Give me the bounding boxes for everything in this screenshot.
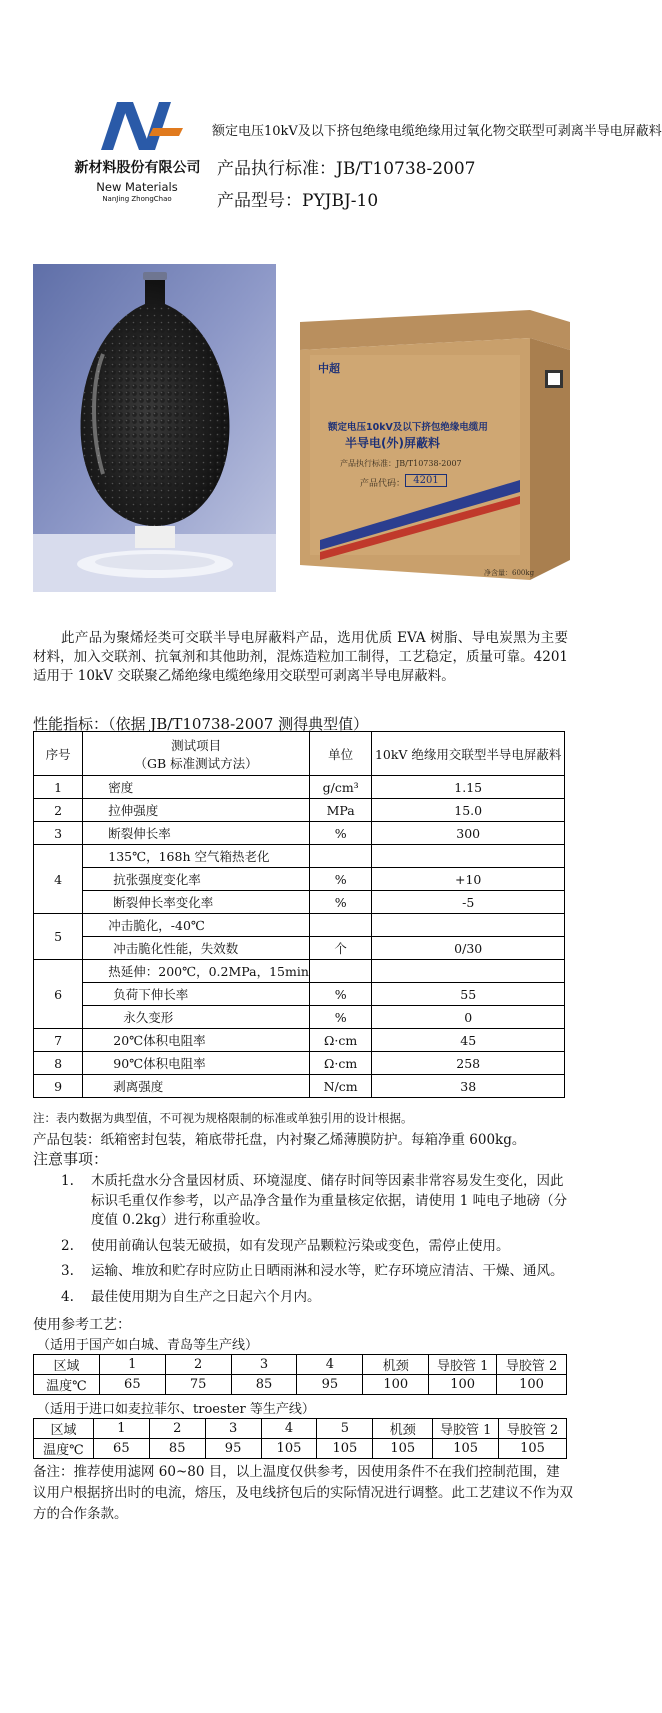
- cell: 区域: [34, 1419, 94, 1439]
- cell: 导胶管 2: [499, 1419, 567, 1439]
- cell: 100: [497, 1375, 567, 1395]
- table-row: [34, 799, 565, 822]
- remark-text: 备注：推荐使用滤网 60~80 目，以上温度仅供参考，因使用条件不在我们控制范围，建议用户根据挤出时的电流，熔压，及电线挤包后的实际情况进行调整。此工艺建议不作为双方的合作条款。: [33, 1464, 573, 1522]
- table-row: [34, 891, 565, 914]
- cell: 导胶管 1: [429, 1355, 497, 1375]
- cell: 100: [429, 1375, 497, 1395]
- cell-unit: %: [309, 983, 372, 1006]
- cell: 1: [93, 1419, 149, 1439]
- cell: 105: [499, 1439, 567, 1459]
- cell-value: +10: [372, 868, 565, 891]
- company-subtitle: NanJing ZhongChao: [102, 195, 172, 203]
- cell-value: 0/30: [372, 937, 565, 960]
- list-number: 1.: [61, 1173, 74, 1189]
- performance-title: 性能指标：（依据 JB/T10738-2007 测得典型值）: [33, 715, 369, 733]
- attention-list: [33, 1172, 573, 1313]
- cell: 3: [231, 1355, 297, 1375]
- header-value: 10kV 绝缘用交联型半导电屏蔽料: [372, 732, 565, 776]
- cell-item: 拉伸强度: [83, 799, 310, 822]
- cell-item-head: 135℃，168h 空气箱热老化: [83, 845, 310, 868]
- table-row: [34, 1439, 567, 1459]
- cell: 75: [165, 1375, 231, 1395]
- table-row: [34, 1075, 565, 1098]
- list-text: 运输、堆放和贮存时应防止日晒雨淋和浸水等，贮存环境应清洁、干燥、通风。: [91, 1263, 564, 1279]
- box-title-line1: 额定电压10kV及以下挤包绝缘电缆用: [328, 422, 488, 433]
- cell: 导胶管 2: [497, 1355, 567, 1375]
- box-standard: 产品执行标准：JB/T10738-2007: [340, 459, 462, 468]
- cell-item: 20℃体积电阻率: [83, 1029, 310, 1052]
- header-unit: 单位: [309, 732, 372, 776]
- cell-item: 负荷下伸长率: [83, 983, 310, 1006]
- cell-item: 90℃体积电阻率: [83, 1052, 310, 1075]
- list-item: [33, 1288, 573, 1308]
- cell: 2: [165, 1355, 231, 1375]
- cell: 区域: [34, 1355, 100, 1375]
- attention-title: 注意事项：: [33, 1150, 109, 1168]
- cell: 导胶管 1: [433, 1419, 499, 1439]
- cell: 温度℃: [34, 1375, 100, 1395]
- cell: 机颈: [363, 1355, 429, 1375]
- cell-value: 0: [372, 1006, 565, 1029]
- cell: 105: [261, 1439, 317, 1459]
- cell-value: 300: [372, 822, 565, 845]
- table-row: [34, 1355, 567, 1375]
- process1-caption: （适用于国产如白城、青岛等生产线）: [37, 1338, 259, 1353]
- cell: 机颈: [373, 1419, 433, 1439]
- product-title: 额定电压10kV及以下挤包绝缘电缆绝缘用过氧化物交联型可剥离半导电屏蔽料: [212, 124, 662, 139]
- cell: 1: [99, 1355, 165, 1375]
- process-table-domestic: [33, 1354, 567, 1395]
- table-row: [34, 845, 565, 868]
- cell: 4: [261, 1419, 317, 1439]
- cell-value: 1.15: [372, 776, 565, 799]
- table-row: [34, 960, 565, 983]
- list-text: 最佳使用期为自生产之日起六个月内。: [91, 1288, 321, 1305]
- cell: 105: [373, 1439, 433, 1459]
- cell-item-head: 热延伸：200℃，0.2MPa，15min: [83, 960, 310, 983]
- cell-item: 剥离强度: [83, 1075, 310, 1098]
- cell: 2: [149, 1419, 205, 1439]
- cell: 65: [99, 1375, 165, 1395]
- product-model: 产品型号：PYJBJ-10: [217, 191, 379, 211]
- product-standard: 产品执行标准：JB/T10738-2007: [217, 159, 476, 179]
- cell: 95: [205, 1439, 261, 1459]
- usage-title: 使用参考工艺：: [33, 1317, 131, 1333]
- cell-value: -5: [372, 891, 565, 914]
- cell-no: 9: [34, 1075, 83, 1098]
- list-item: [33, 1262, 573, 1282]
- cell-item: 抗张强度变化率: [83, 868, 310, 891]
- cell-no: 3: [34, 822, 83, 845]
- table-header-row: [34, 732, 565, 776]
- header-no: 序号: [34, 732, 83, 776]
- company-name-en: New Materials: [96, 180, 178, 194]
- header-item-line2: （GB 标准测试方法）: [134, 755, 258, 771]
- cell-unit: %: [309, 822, 372, 845]
- list-text: 使用前确认包装无破损，如有发现产品颗粒污染或变色，需停止使用。: [91, 1237, 510, 1254]
- company-name-cn: 新材料股份有限公司: [74, 160, 201, 176]
- cell-empty: [309, 845, 372, 868]
- table-row: [34, 914, 565, 937]
- cell-unit: %: [309, 868, 372, 891]
- cell-value: 15.0: [372, 799, 565, 822]
- box-code-label: 产品代码：: [360, 479, 406, 489]
- cell: 105: [433, 1439, 499, 1459]
- cell-item-head: 冲击脆化，-40℃: [83, 914, 310, 937]
- pellet-flask-photo: [33, 264, 276, 592]
- cell-value: 38: [372, 1075, 565, 1098]
- intro-paragraph: 此产品为聚烯烃类可交联半导电屏蔽料产品，选用优质 EVA 树脂、导电炭黑为主要材料，加入交联剂、抗氧剂和其他助剂，混炼造粒加工制得，工艺稳定，质量可靠。4201 适用于 10kV 交联聚乙烯绝缘电缆绝缘用交联型可剥离半导电屏蔽料。: [33, 630, 568, 684]
- table-row: [34, 1052, 565, 1075]
- cell-unit: N/cm: [309, 1075, 372, 1098]
- cell-empty: [309, 960, 372, 983]
- cell-value: 45: [372, 1029, 565, 1052]
- box-title-line2: 半导电(外)屏蔽料: [345, 436, 440, 450]
- table-row: [34, 868, 565, 891]
- table-row: [34, 937, 565, 960]
- cell-no: 1: [34, 776, 83, 799]
- process2-caption: （适用于进口如麦拉菲尔、troester 等生产线）: [37, 1402, 315, 1417]
- packaging-text: 产品包装：纸箱密封包装，箱底带托盘，内衬聚乙烯薄膜防护。每箱净重 600kg。: [33, 1132, 526, 1148]
- cell-empty: [372, 845, 565, 868]
- header-item-line1: 测试项目: [171, 737, 222, 753]
- cell: 85: [149, 1439, 205, 1459]
- list-item: [33, 1237, 573, 1257]
- cell: 3: [205, 1419, 261, 1439]
- box-weight: 净含量：600kg: [484, 569, 535, 577]
- cell-item: 密度: [83, 776, 310, 799]
- header-item: [83, 732, 310, 776]
- cell-value: 55: [372, 983, 565, 1006]
- cell: 95: [297, 1375, 363, 1395]
- cell-no: 4: [34, 845, 83, 914]
- cell-empty: [372, 960, 565, 983]
- table-note: 注：表内数据为典型值，不可视为规格限制的标准或单独引用的设计根据。: [33, 1111, 413, 1125]
- cell: 85: [231, 1375, 297, 1395]
- cell-empty: [372, 914, 565, 937]
- cell: 温度℃: [34, 1439, 94, 1459]
- table-row: [34, 1029, 565, 1052]
- cell-unit: %: [309, 891, 372, 914]
- cell: 4: [297, 1355, 363, 1375]
- list-number: 2.: [61, 1237, 74, 1254]
- list-number: 3.: [61, 1263, 74, 1279]
- box-code: 4201: [405, 474, 447, 487]
- cell-unit: Ω·cm: [309, 1052, 372, 1075]
- cell-unit: Ω·cm: [309, 1029, 372, 1052]
- cell-item: 断裂伸长率: [83, 822, 310, 845]
- cell-item: 冲击脆化性能，失效数: [83, 937, 310, 960]
- cell-item: 永久变形: [83, 1006, 310, 1029]
- table-row: [34, 822, 565, 845]
- process-table-imported: [33, 1418, 567, 1459]
- list-item: [33, 1172, 573, 1231]
- table-row: [34, 983, 565, 1006]
- cell-unit: g/cm³: [309, 776, 372, 799]
- spec-table: [33, 731, 565, 1098]
- cell: 5: [317, 1419, 373, 1439]
- cell-empty: [309, 914, 372, 937]
- table-row: [34, 1419, 567, 1439]
- cell-value: 258: [372, 1052, 565, 1075]
- cell-unit: MPa: [309, 799, 372, 822]
- cell-no: 5: [34, 914, 83, 960]
- list-text: 木质托盘水分含量因材质、环境湿度、储存时间等因素非常容易发生变化，因此标识毛重仅作参考，以产品净含量作为重量核定依据，请使用 1 吨电子地磅（分度值 0.2kg）进行称重验收。: [91, 1173, 568, 1228]
- cell-no: 7: [34, 1029, 83, 1052]
- cell: 100: [363, 1375, 429, 1395]
- cell-unit: %: [309, 1006, 372, 1029]
- company-logo: [95, 100, 185, 152]
- cell-unit: 个: [309, 937, 372, 960]
- cell-no: 6: [34, 960, 83, 1029]
- table-row: [34, 1375, 567, 1395]
- table-row: [34, 1006, 565, 1029]
- box-brand: 中超: [318, 362, 340, 375]
- cell: 65: [93, 1439, 149, 1459]
- cell-no: 8: [34, 1052, 83, 1075]
- cell-item: 断裂伸长率变化率: [83, 891, 310, 914]
- list-number: 4.: [61, 1288, 74, 1305]
- cell-no: 2: [34, 799, 83, 822]
- table-row: [34, 776, 565, 799]
- cell: 105: [317, 1439, 373, 1459]
